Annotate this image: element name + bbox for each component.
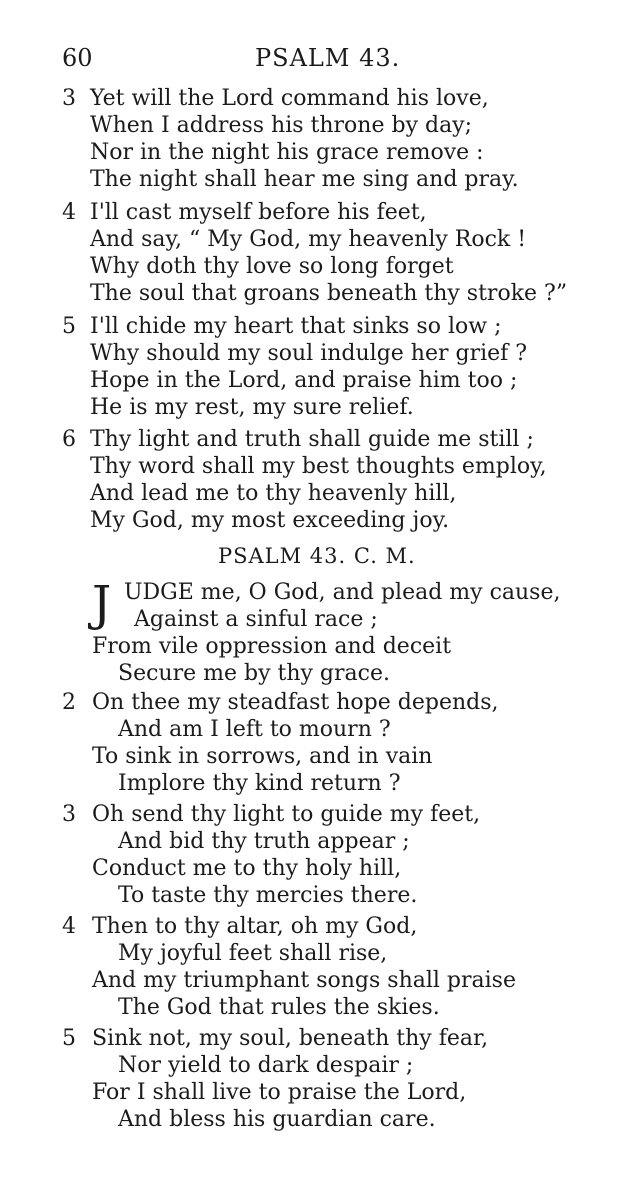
drop-cap: J [92,576,112,632]
verse-line: Sink not, my soul, beneath thy fear, [92,1026,489,1051]
verse-line: Why should my soul indulge her grief ? [90,341,528,366]
stanza-number: 4 [62,914,76,939]
verse-line: He is my rest, my sure relief. [90,395,414,420]
verse-line: Then to thy altar, oh my God, [92,914,418,939]
verse-line: My God, my most exceeding joy. [90,508,450,533]
stanza-number: 3 [62,86,76,111]
verse-line: On thee my steadfast hope depends, [92,690,499,715]
verse-line: Thy light and truth shall guide me still ; [90,427,534,452]
verse-line: The soul that groans beneath thy stroke ?” [90,281,568,306]
verse-line: And my triumphant songs shall praise [92,968,516,993]
verse-line: And bless his guardian care. [118,1107,436,1132]
verse-line: From vile oppression and deceit [92,634,452,659]
verse-line: When I address his throne by day; [90,113,473,138]
running-title: PSALM 43. [255,44,401,72]
verse-line: Conduct me to thy holy hill, [92,856,402,881]
verse-line: Nor yield to dark despair ; [118,1053,414,1078]
stanza-number: 2 [62,690,76,715]
verse-line: And bid thy truth appear ; [118,829,410,854]
psalm-subtitle: PSALM 43. C. M. [218,544,416,568]
stanza-number: 6 [62,427,76,452]
stanza-number: 3 [62,802,76,827]
verse-line: I'll cast myself before his feet, [90,200,427,225]
stanza-number: 5 [62,314,76,339]
verse-line: And say, “ My God, my heavenly Rock ! [90,227,527,252]
stanza-number: 5 [62,1026,76,1051]
verse-line: Yet will the Lord command his love, [90,86,489,111]
verse-line: To sink in sorrows, and in vain [92,744,433,769]
verse-line: Nor in the night his grace remove : [90,140,484,165]
page-header [0,44,640,78]
verse-line: UDGE me, O God, and plead my cause, [124,580,561,605]
verse-line: Hope in the Lord, and praise him too ; [90,368,518,393]
verse-line: Implore thy kind return ? [118,771,401,796]
verse-line: And lead me to thy heavenly hill, [90,481,457,506]
verse-line: The God that rules the skies. [118,995,440,1020]
verse-line: To taste thy mercies there. [118,883,418,908]
verse-line: I'll chide my heart that sinks so low ; [90,314,502,339]
verse-line: Why doth thy love so long forget [90,254,454,279]
page-number: 60 [62,44,93,72]
verse-line: Against a sinful race ; [134,607,378,632]
verse-line: My joyful feet shall rise, [118,941,388,966]
verse-line: And am I left to mourn ? [118,717,391,742]
verse-line: Thy word shall my best thoughts employ, [90,454,547,479]
verse-line: The night shall hear me sing and pray. [90,167,519,192]
stanza-number: 4 [62,200,76,225]
verse-line: For I shall live to praise the Lord, [92,1080,467,1105]
verse-line: Oh send thy light to guide my feet, [92,802,481,827]
verse-line: Secure me by thy grace. [118,661,390,686]
